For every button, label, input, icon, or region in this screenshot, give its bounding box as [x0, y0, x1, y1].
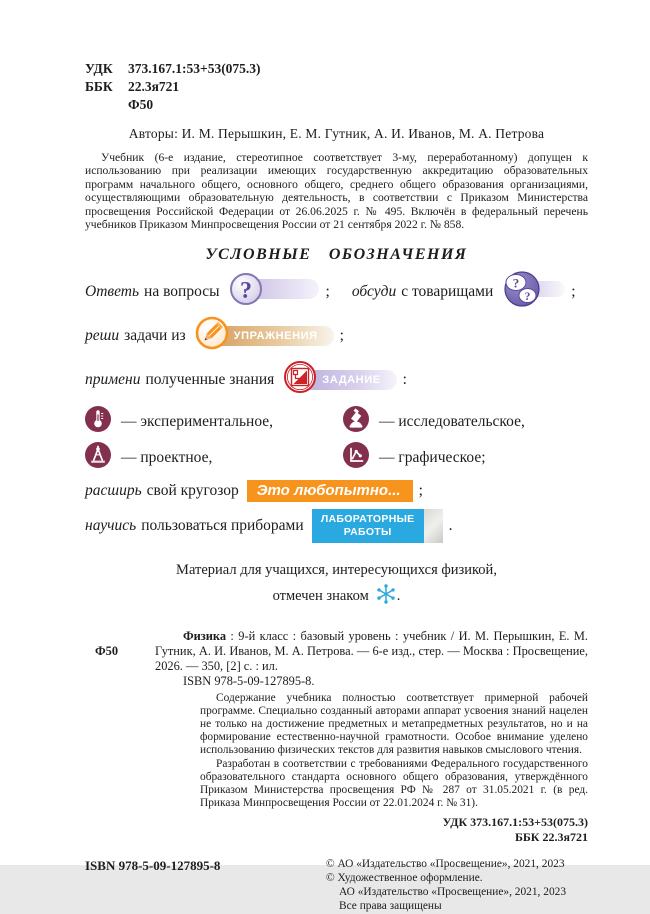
task-type-label: — исследовательское,: [379, 412, 525, 430]
task-type-label: — проектное,: [121, 448, 213, 466]
svg-text:?: ?: [524, 291, 531, 304]
legend-title: УСЛОВНЫЕ ОБОЗНАЧЕНИЯ: [205, 246, 468, 264]
task-type-label: — графическое;: [379, 448, 486, 466]
question-mark-icon: [228, 271, 320, 312]
footer: [85, 858, 588, 913]
task-type-label: — экспериментальное,: [121, 412, 274, 430]
author-sign: Ф50: [128, 97, 154, 112]
legend-text: Ответь на вопросы: [85, 282, 220, 300]
material-note: Материал для учащихся, интересующихся физикой, отмечен знаком .: [85, 558, 588, 614]
flowchart-task-icon: [282, 359, 318, 400]
exercises-badge: УПРАЖНЕНИЯ: [220, 326, 334, 346]
admission-annotation: Учебник (6-е издание, стереотипное соответствует 3-му, переработанному) допущен к использованию при реализации имеющих государственную аккредитацию образовательных программ начального общего, основного общего, среднего общего образования организациями, осуществляющими образовательную деятельность, в соответствии с Приказом Министерства просвещения Российской Федерации от 26.06.2025 г. № 495. Включён в федеральный перечень учебников Приказом Минпросвещения России от 21 сентября 2022 г. № 858.: [85, 151, 588, 232]
record-isbn: ISBN 978-5-09-127895-8.: [183, 673, 315, 688]
speech-bubbles-question-icon: [501, 269, 565, 314]
annotation-paragraph: Содержание учебника полностью соответствует примерной рабочей программе. Специально созданный авторами аппарат усвоения знаний нацелен не только на достижение предметных и метапредметных результатов, но и на формирование естественно-научной грамотности. Особое внимание уделено использованию физических текстов для развития навыков смыслового чтения.: [200, 691, 588, 757]
legend-text: реши задачи из: [85, 326, 186, 344]
isbn-footer: ISBN 978-5-09-127895-8: [85, 858, 221, 874]
bbk-line: [85, 78, 588, 96]
svg-text:?: ?: [239, 278, 252, 305]
task-type-list: [85, 406, 588, 473]
legend-text: расширь свой кругозор: [85, 482, 239, 500]
author-sign: Ф50: [95, 644, 119, 659]
task-badge: ЗАДАНИЕ: [308, 370, 396, 390]
curious-badge: Это любопытно...: [247, 480, 413, 502]
legend-text: обсуди с товарищами: [351, 282, 494, 300]
copyright-line: © Художественное оформление.: [326, 872, 483, 885]
bottom-codes: [85, 815, 588, 845]
svg-text:?: ?: [512, 275, 520, 291]
microscope-icon: [343, 406, 369, 437]
legend-text: примени полученные знания: [85, 370, 275, 388]
udc-value: 373.167.1:53+53(075.3): [128, 61, 261, 76]
top-codes: [85, 60, 588, 114]
thermometer-icon: [85, 406, 111, 437]
bbk-value: 22.3я721: [128, 79, 180, 94]
legend-row-task: примени полученные знания ЗАДАНИЕ :: [85, 359, 588, 400]
bbk-bottom: ББК 22.3я721: [514, 830, 588, 845]
drafting-compass-icon: [85, 442, 111, 473]
copyright-block: [326, 858, 588, 913]
line-chart-icon: [343, 442, 369, 473]
bbk-label: ББК: [85, 79, 113, 94]
laboratory-works-badge: ЛАБОРАТОРНЫЕ РАБОТЫ: [312, 509, 443, 543]
snowflake-icon: [375, 593, 397, 609]
udc-label: УДК: [85, 61, 113, 76]
pencil-icon: [194, 315, 230, 356]
authors-line: Авторы: И. М. Перышкин, Е. М. Гутник, А. И. Иванов, М. А. Петрова: [128, 126, 545, 141]
legend-row-questions: Ответь на вопросы ? ; обсуди с товарищами ? ? ;: [85, 269, 588, 314]
legend-text: научись пользоваться приборами: [85, 517, 304, 535]
record-annotation: [200, 692, 588, 811]
legend-row-exercises: реши задачи из УПРАЖНЕНИЯ ;: [85, 315, 588, 356]
annotation-paragraph: Разработан в соответствии с требованиями Федерального государственного образовательного стандарта основного общего образования, утверждённого Приказом Министерства просвещения РФ № 287 от 31.05.2021 г. (в ред. Приказа Минпросвещения России от 22.01.2024 г. № 31).: [200, 757, 588, 810]
legend-row-lab: научись пользоваться приборами ЛАБОРАТОРНЫЕ РАБОТЫ .: [85, 509, 588, 543]
catalog-record: [85, 629, 588, 810]
copyright-line: АО «Издательство «Просвещение», 2021, 2023: [339, 886, 567, 899]
udc-bottom: УДК 373.167.1:53+53(075.3): [442, 815, 588, 830]
lab-badge-photo-strip: [424, 509, 443, 543]
copyright-line: Все права защищены: [339, 899, 442, 912]
record-text: Физика : 9-й класс : базовый уровень : учебник / И. М. Перышкин, Е. М. Гутник, А. И. Иванов, М. А. Петрова. — 6-е изд., стер. — Москва : Просвещение, 2026. — 350, [2] с. : ил.: [155, 629, 588, 674]
copyright-line: © АО «Издательство «Просвещение», 2021, 2023: [326, 858, 565, 871]
legend-row-curious: расширь свой кругозор Это любопытно... ;: [85, 480, 588, 502]
udc-line: [85, 60, 588, 78]
author-sign-line: [85, 96, 588, 114]
